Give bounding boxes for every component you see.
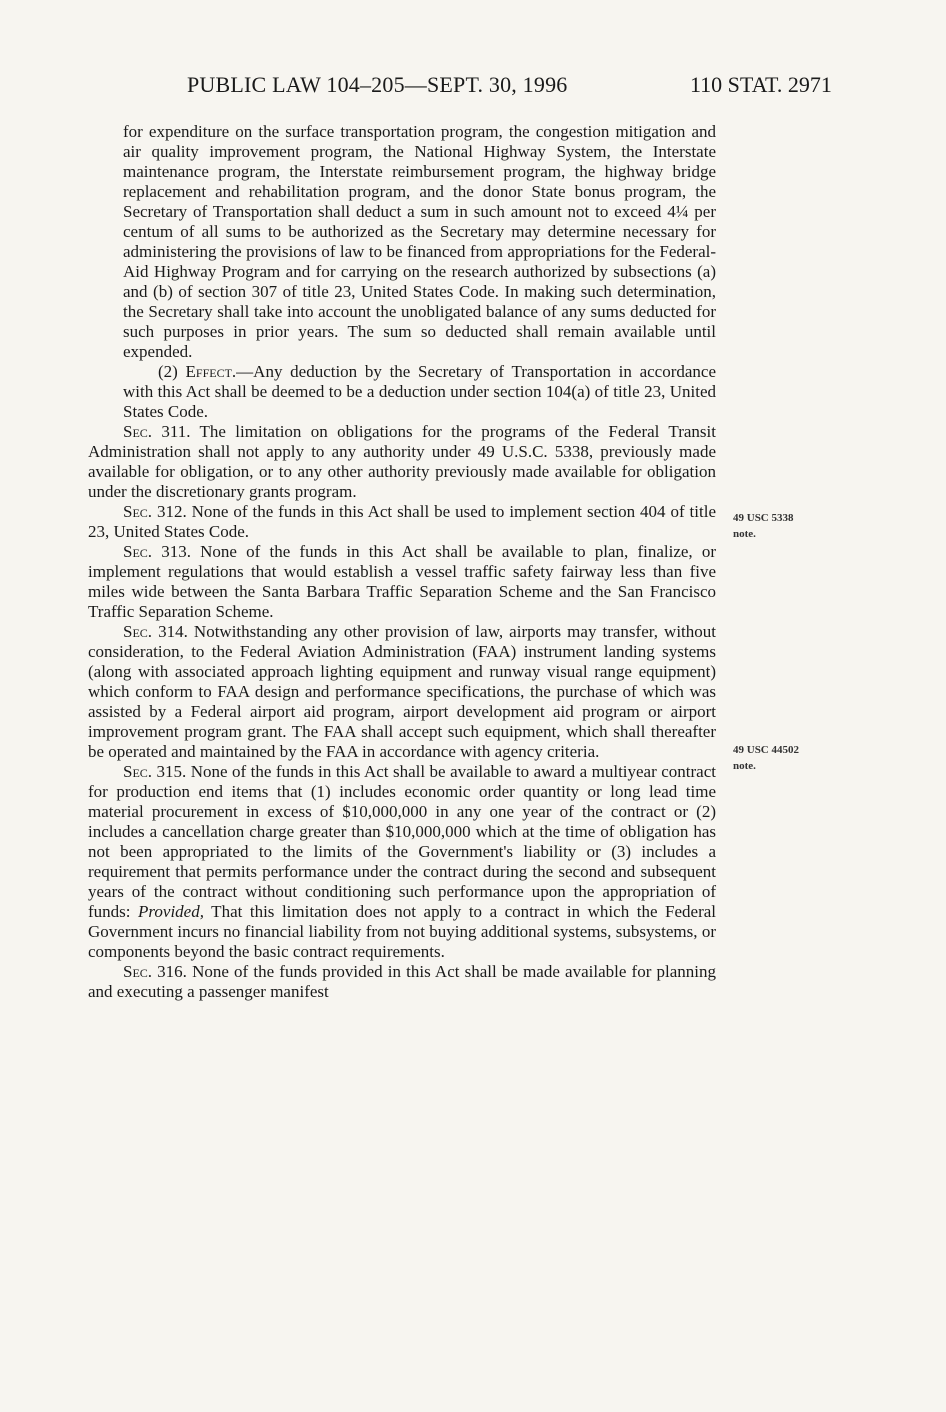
effect-text: —Any deduction by the Secretary of Transportation in accordance with this Act shall be deemed to be a deduction under section 104(a) of title 23, United States Code. <box>123 362 717 421</box>
section-311-text: The limitation on obligations for the programs of the Federal Transit Administration shall not apply to any authority under 49 U.S.C. 5338, previously made available for obligation, or to any other authority previously made available for obligation under the discretionary grants program. <box>88 422 716 501</box>
effect-label: (2) Effect. <box>158 362 237 381</box>
section-316-text: None of the funds provided in this Act shall be made available for planning and executing a passenger manifest <box>88 962 716 1001</box>
section-314 <box>88 622 716 762</box>
section-315-text-a: None of the funds in this Act shall be available to award a multiyear contract for production end items that (1) includes economic order quantity or long lead time material procurement in excess of $10,000,000 in any one year of the contract or (2) includes a cancellation charge greater than $10,000,000 which at the time of obligation has not been appropriated to the limits of the Government's liability or (3) includes a requirement that permits performance under the contract during the second and subsequent years of the contract without conditioning such performance upon the appropriation of funds: <box>88 762 716 921</box>
section-311-label: Sec. 311. <box>123 422 191 441</box>
paragraph-continuation: for expenditure on the surface transportation program, the congestion mitigation and air quality improvement program, the National Highway System, the Interstate maintenance program, the Interstate reimbursement program, the highway bridge replacement and rehabilitation program, and the donor State bonus program, the Secretary of Transportation shall deduct a sum in such amount not to exceed 4¼ per centum of all sums to be authorized as the Secretary may determine necessary for administering the provisions of law to be financed from appropriations for the Federal-Aid Highway Program and for carrying on the research authorized by subsections (a) and (b) of section 307 of title 23, United States Code. In making such determination, the Secretary shall take into account the unobligated balance of any sums deducted for such purposes in prior years. The sum so deducted shall remain available until expended. <box>123 122 716 361</box>
section-316 <box>88 962 716 1002</box>
page-header <box>0 72 946 102</box>
margin-note-usc-5338 <box>733 510 843 542</box>
section-316-label: Sec. 316. <box>123 962 187 981</box>
section-314-label: Sec. 314. <box>123 622 188 641</box>
section-315-text-b: That this limitation does not apply to a contract in which the Federal Government incurs no financial liability from not buying additional systems, subsystems, or components beyond the basic contract requirements. <box>88 902 716 961</box>
margin-note-label: note. <box>733 528 756 540</box>
section-315-provided: Provided, <box>138 902 204 921</box>
section-313-text: None of the funds in this Act shall be available to plan, finalize, or implement regulations that would establish a vessel traffic safety fairway less than five miles wide between the Santa Barbara Traffic Separation Scheme and the San Francisco Traffic Separation Scheme. <box>88 542 716 621</box>
paragraph-effect <box>88 362 716 422</box>
margin-note-usc-44502 <box>733 742 843 774</box>
section-312 <box>88 502 716 542</box>
section-312-text: None of the funds in this Act shall be used to implement section 404 of title 23, United States Code. <box>88 502 716 541</box>
section-314-text: Notwithstanding any other provision of law, airports may transfer, without consideration, to the Federal Aviation Administration (FAA) instrument landing systems (along with associated approach lighting equipment and runway visual range equipment) which conform to FAA design and performance specifications, the purchase of which was assisted by a Federal airport aid program, airport development aid program or airport improvement program grant. The FAA shall accept such equipment, which shall thereafter be operated and maintained by the FAA in accordance with agency criteria. <box>88 622 716 761</box>
margin-note-label: note. <box>733 760 756 772</box>
section-313-label: Sec. 313. <box>123 542 191 561</box>
statute-page-number: 110 STAT. 2971 <box>690 72 832 97</box>
margin-note-citation: 49 USC 44502 <box>733 744 800 756</box>
section-313 <box>88 542 716 622</box>
section-315 <box>88 762 716 962</box>
section-311 <box>88 422 716 502</box>
section-315-label: Sec. 315. <box>123 762 187 781</box>
section-312-label: Sec. 312. <box>123 502 187 521</box>
margin-note-citation: 49 USC 5338 <box>733 512 794 524</box>
header-title: PUBLIC LAW 104–205—SEPT. 30, 1996 <box>187 72 568 97</box>
body-text <box>88 122 716 1002</box>
